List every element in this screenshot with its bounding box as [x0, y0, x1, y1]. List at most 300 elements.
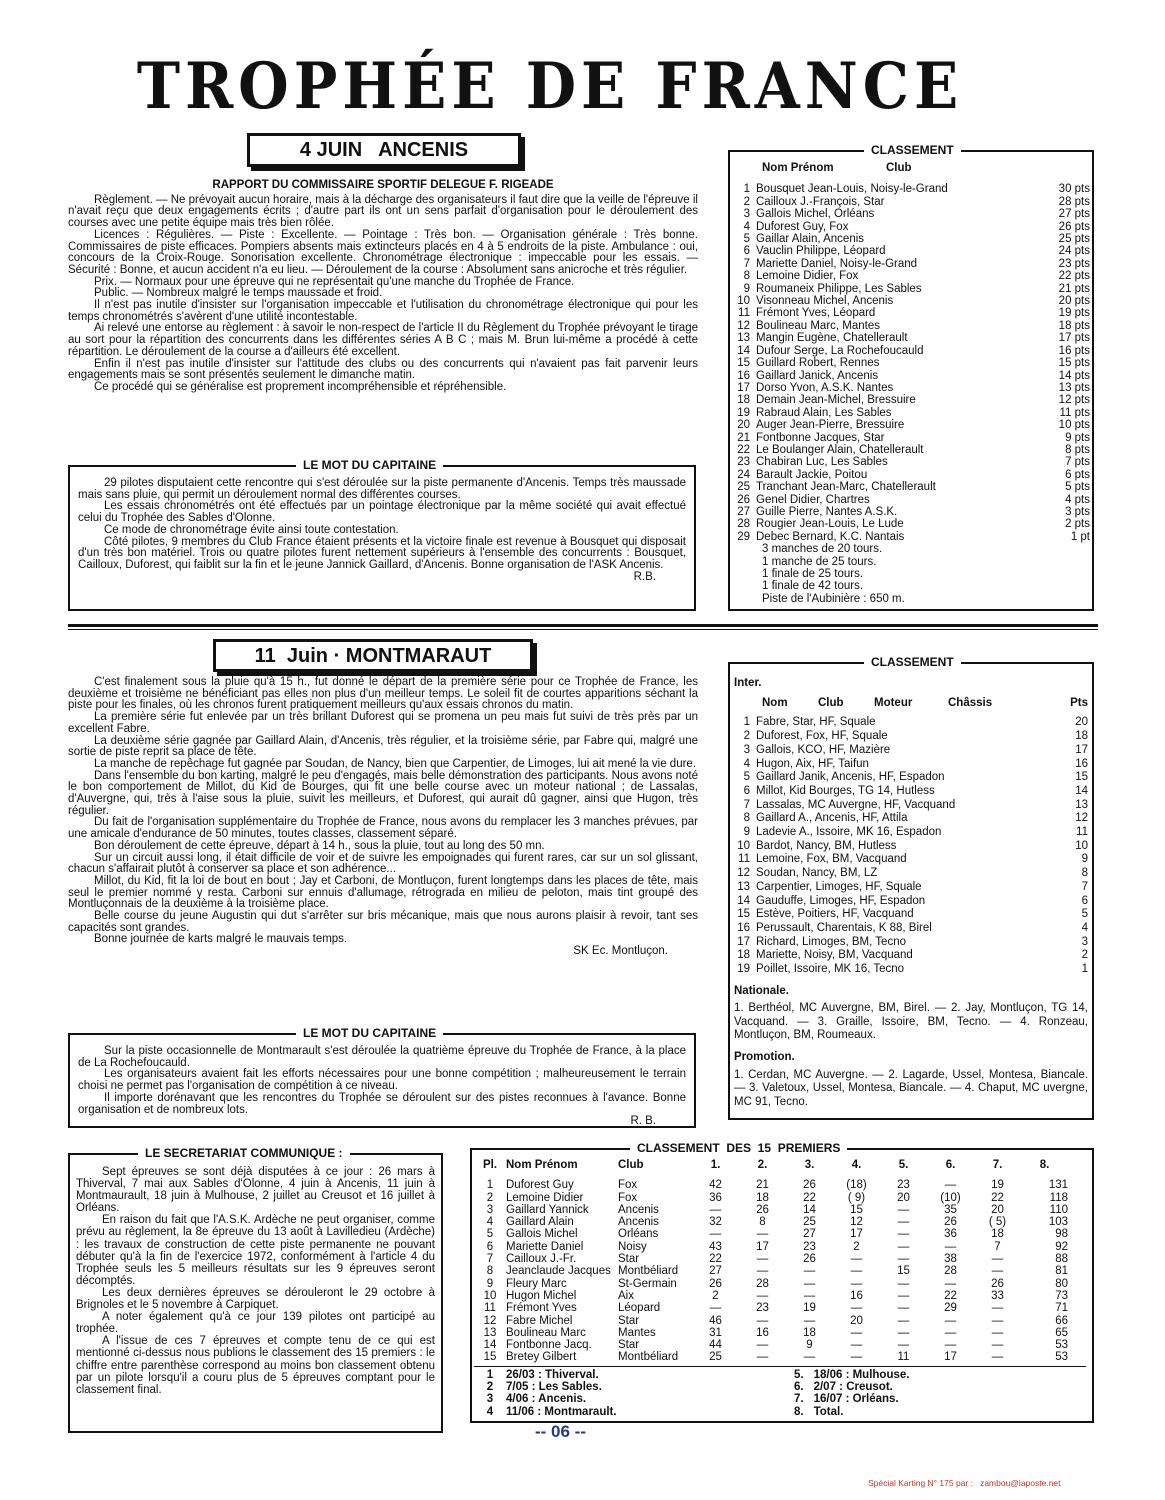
report-para: Public. — Nombreux malgré le temps maussade et froid. [94, 287, 383, 300]
points: 18 [1075, 730, 1088, 743]
inter-row [734, 853, 1088, 867]
premiers-cell: 20 [991, 1203, 1004, 1216]
premiers-rows [474, 1179, 1090, 1363]
legend-text: 11/06 : Montmarault. [506, 1405, 617, 1418]
classement-note: 1 manche de 25 tours. [762, 555, 877, 568]
legend-num: 6. [794, 1381, 804, 1394]
premiers-col: 2. [757, 1159, 768, 1171]
premiers-cell: 19 [991, 1179, 1004, 1192]
premiers-cell: — [803, 1265, 816, 1278]
premiers-cell: Aix [618, 1289, 634, 1302]
report-para: Prix. — Normaux pour une épreuve qui ne représentait qu'une manche du Trophée de France. [94, 275, 575, 288]
classement-notes [734, 543, 1090, 605]
points: 27 pts [1058, 208, 1090, 221]
classement-row [734, 196, 1090, 208]
premiers-cell: — [897, 1253, 910, 1266]
premiers-cell: 110 [1049, 1203, 1068, 1216]
rank: 9 [743, 826, 750, 839]
capitaine-para: Les essais chronométrés ont été effectués par un pointage électronique par la même société qui avait effectué celui du Trophée des Sables d'Olonne. [78, 500, 686, 525]
legend-num: 4 [486, 1405, 494, 1418]
pilot-entry: Lemoine, Fox, BM, Vacquand [756, 853, 907, 866]
points: 8 pts [1065, 443, 1090, 456]
pilot-entry: Richard, Limoges, BM, Tecno [756, 935, 906, 948]
ancenis-capitaine-text [78, 478, 686, 583]
premiers-cell: Star [618, 1253, 640, 1266]
legend-item [794, 1381, 1090, 1393]
rank: 13 [737, 880, 750, 893]
premiers-cell: 8 [486, 1265, 494, 1278]
premiers-cell: 18 [756, 1191, 769, 1204]
premiers-cell: — [850, 1265, 863, 1278]
report-para: Bon déroulement de cette épreuve, départ à 14 h., sous la pluie, tout au long des 50 mn. [94, 839, 545, 852]
premiers-row [474, 1351, 1090, 1363]
premiers-cell: 26 [944, 1216, 957, 1229]
premiers-cell: Star [618, 1339, 640, 1352]
premiers-cell: Gaillard Alain [506, 1216, 574, 1229]
montmaraut-report [68, 677, 698, 958]
report-para: Belle course du jeune Augustin qui dut s'arrêter sur bris mécanique, mais que nous aurons plaisir à revoir, tant ses capacités sont grandes. [68, 910, 698, 934]
premiers-cell: 28 [756, 1277, 769, 1290]
inter-row [734, 826, 1088, 840]
points: 3 [1081, 935, 1088, 948]
inter-row [734, 949, 1088, 963]
premiers-cell: 73 [1055, 1289, 1068, 1302]
premiers-cell: 131 [1048, 1179, 1068, 1192]
premiers-col: 4. [851, 1159, 862, 1171]
rank: 12 [737, 319, 750, 332]
points: 9 pts [1065, 431, 1090, 444]
classement-row [734, 531, 1090, 543]
inter-row [734, 840, 1088, 854]
premiers-cell: 27 [803, 1228, 816, 1241]
classement-row [734, 494, 1090, 506]
pilot-name: Roumaneix Philippe, Les Sables [756, 282, 922, 295]
col-nom: Nom [762, 696, 788, 709]
premiers-cell: 15 [897, 1265, 910, 1278]
premiers-cell: 43 [709, 1240, 722, 1253]
classement-row [734, 283, 1090, 295]
secretariat-text [76, 1166, 435, 1396]
points: 14 [1075, 784, 1088, 797]
inter-row [734, 744, 1088, 758]
premiers-cell: 11 [484, 1302, 496, 1315]
premiers-cell: — [756, 1228, 769, 1241]
premiers-cell: 92 [1055, 1240, 1068, 1253]
points: 7 pts [1065, 456, 1090, 469]
premiers-cell: 36 [944, 1228, 957, 1241]
premiers-cell: 26 [991, 1277, 1004, 1290]
premiers-cell: 7 [994, 1240, 1001, 1253]
points: 30 pts [1058, 183, 1090, 196]
rank: 14 [737, 344, 750, 357]
rank: 19 [737, 963, 750, 976]
premiers-cell: — [944, 1179, 957, 1192]
capitaine-para: Les organisateurs avaient fait les efforts nécessaires pour une bonne compétition ; malheureusement le terrain choisi ne permet pas l'organisation de compétition à ce niveau. [78, 1068, 686, 1093]
pilot-entry: Gaillard A., Ancenis, HF, Attila [756, 812, 908, 825]
points: 17 [1075, 743, 1088, 756]
premiers-cell: 12 [483, 1314, 497, 1327]
premiers-cell: 2 [486, 1191, 494, 1204]
premiers-cell: 17 [944, 1351, 957, 1364]
inter-rows [734, 716, 1088, 976]
inter-row [734, 799, 1088, 813]
premiers-cell: 36 [709, 1191, 722, 1204]
report-para: La manche de repêchage fut gagnée par Soudan, de Nancy, bien que Carpentier, de Limoges, lui ait mené la vie dure. [94, 757, 697, 770]
inter-row [734, 922, 1088, 936]
premiers-cell: — [709, 1228, 722, 1241]
premiers-cell: Fox [618, 1179, 638, 1192]
pilot-entry: Hugon, Aix, HF, Taifun [756, 757, 869, 770]
premiers-cell: 4 [486, 1216, 494, 1229]
legend-item [474, 1369, 794, 1381]
pilot-entry: Gallois, KCO, HF, Mazière [756, 743, 891, 756]
classement-row [734, 382, 1090, 394]
report-para: Ce procédé qui se généralise est proprement incompréhensible et répréhensible. [94, 380, 507, 393]
capitaine-para: Sur la piste occasionnelle de Montmarault s'est déroulée la quatrième épreuve du Trophée de France, à la place de La Rochefoucauld. [78, 1045, 686, 1069]
classement-row [734, 407, 1090, 419]
premiers-cell: — [756, 1265, 769, 1278]
premiers-cell: — [897, 1339, 910, 1352]
rank: 15 [737, 908, 750, 921]
report-heading: RAPPORT DU COMMISSAIRE SPORTIF DELEGUE F. RIGEADE [212, 179, 554, 191]
inter-row [734, 716, 1088, 730]
rank: 18 [737, 394, 750, 407]
rank: 1 [743, 183, 750, 196]
premiers-cell: — [991, 1351, 1004, 1364]
report-para: Enfin il n'est pas inutile d'insister sur l'attitude des clubs ou des concurrents qui n'avaient pas fait parvenir leurs engagements mais se sont présentés seulement le dimanche matin. [68, 357, 698, 382]
premiers-cell: 38 [944, 1253, 957, 1266]
rank: 29 [737, 530, 750, 543]
pilot-entry: Estève, Poitiers, HF, Vacquand [756, 908, 914, 921]
premiers-cell: 14 [483, 1339, 497, 1352]
premiers-cell: Hugon Michel [506, 1289, 577, 1302]
nationale-label: Nationale. [734, 984, 789, 997]
premiers-cell: — [897, 1216, 910, 1229]
points: 23 pts [1058, 257, 1090, 270]
classement-row [734, 419, 1090, 431]
inter-row [734, 758, 1088, 772]
premiers-cell: 20 [897, 1191, 910, 1204]
page-title: TROPHÉE DE FRANCE [136, 48, 964, 124]
rank: 13 [737, 332, 750, 345]
points: 1 pt [1070, 530, 1090, 543]
inter-row [734, 963, 1088, 977]
premiers-cell: Frémont Yves [506, 1302, 577, 1315]
rank: 27 [737, 505, 750, 518]
report-para: Bonne journée de karts malgré le mauvais temps. [94, 933, 348, 946]
pilot-entry: Duforest, Fox, HF, Squale [756, 730, 888, 743]
premiers-cell: 103 [1048, 1216, 1068, 1229]
classement-row [734, 370, 1090, 382]
pilot-entry: Fabre, Star, HF, Squale [756, 716, 876, 729]
points: 5 pts [1065, 481, 1090, 494]
legend-text: 18/06 : Mulhouse. [813, 1368, 910, 1381]
premiers-row [474, 1315, 1090, 1327]
premiers-cell: 53 [1055, 1351, 1068, 1364]
premiers-cell: — [803, 1351, 816, 1364]
premiers-cell: Boulineau Marc [506, 1326, 586, 1339]
premiers-cell: Fox [618, 1191, 638, 1204]
pilot-name: Bousquet Jean-Louis, Noisy-le-Grand [756, 183, 948, 196]
premiers-row [474, 1278, 1090, 1290]
rank: 8 [743, 812, 750, 825]
points: 2 pts [1065, 518, 1090, 531]
classement-row [734, 295, 1090, 307]
premiers-cell: 88 [1055, 1253, 1068, 1266]
premiers-cell: 13 [483, 1326, 497, 1339]
rank: 22 [737, 443, 750, 456]
rank: 16 [737, 921, 750, 934]
premiers-cell: Noisy [618, 1240, 647, 1253]
points: 10 [1075, 839, 1088, 852]
premiers-cell: 11 [897, 1351, 910, 1364]
nationale-text: 1. Berthéol, MC Auvergne, BM, Birel. — 2. Jay, Montluçon, TG 14, Vacquand. — 3. Graille, Issoire, BM, Tecno. — 4. Ronzeau, Montluçon, BM, Roumeaux. [734, 1002, 1088, 1042]
premiers-divider [474, 1366, 1086, 1367]
pilot-entry: Millot, Kid Bourges, TG 14, Hutless [756, 784, 935, 797]
premiers-cell: Orléans [618, 1228, 659, 1241]
legend-item [794, 1393, 1090, 1405]
premiers-cell: 42 [709, 1179, 722, 1192]
rank: 5 [743, 233, 750, 246]
classement-row [734, 518, 1090, 530]
points: 12 pts [1058, 394, 1090, 407]
section-divider [68, 624, 1098, 627]
premiers-cell: 26 [803, 1253, 816, 1266]
rank: 4 [743, 757, 750, 770]
inter-row [734, 895, 1088, 909]
rank: 26 [737, 493, 750, 506]
legend-num: 2 [486, 1381, 494, 1394]
report-signature: SK Ec. Montluçon. [573, 945, 668, 958]
points: 6 pts [1065, 468, 1090, 481]
inter-row [734, 881, 1088, 895]
legend-text: Total. [813, 1405, 844, 1418]
capitaine-para: Ce mode de chronométrage évite ainsi toute contestation. [104, 523, 399, 536]
rank: 5 [743, 771, 750, 784]
classement-row [734, 320, 1090, 332]
pilot-entry: Poillet, Issoire, MK 16, Tecno [756, 963, 905, 976]
premiers-row [474, 1241, 1090, 1253]
pilot-entry: Carpentier, Limoges, HF, Squale [756, 880, 922, 893]
inter-row [734, 936, 1088, 950]
montmaraut-capitaine-text [78, 1046, 686, 1128]
premiers-cell: 26 [803, 1179, 816, 1192]
points: 5 [1081, 908, 1088, 921]
pilot-entry: Gauduffe, Limoges, HF, Espadon [756, 894, 926, 907]
rank: 8 [743, 270, 750, 283]
premiers-cell: — [850, 1277, 863, 1290]
premiers-cell: 44 [709, 1339, 722, 1352]
classement-note: 3 manches de 20 tours. [762, 543, 883, 556]
premiers-cell: ( 9) [847, 1191, 866, 1204]
inter-row [734, 867, 1088, 881]
premiers-cell: Ancenis [618, 1203, 659, 1216]
section-divider-thin [68, 629, 1098, 630]
premiers-cell: — [991, 1339, 1004, 1352]
points: 12 [1075, 812, 1088, 825]
classement-note: 1 finale de 25 tours. [762, 568, 864, 580]
points: 11 [1076, 826, 1088, 839]
premiers-cell: 22 [944, 1289, 957, 1302]
points: 4 [1081, 921, 1088, 934]
premiers-cell: Star [618, 1314, 640, 1327]
premiers-cell: — [991, 1265, 1004, 1278]
premiers-cell: — [944, 1339, 957, 1352]
rank: 4 [743, 220, 750, 233]
premiers-heading: CLASSEMENT DES 15 PREMIERS [630, 1141, 847, 1155]
points: 13 [1075, 798, 1088, 811]
secretariat-para: Sept épreuves se sont déjà disputées à ce jour : 26 mars à Thiverval, 7 mai aux Sables d'Olonne, 4 juin à Ancenis, 11 juin à Montmaurault, 18 juin à Mulhouse, 2 juillet au Creusot et 16 juillet à Orléans. [76, 1166, 435, 1215]
col-club: Club [818, 696, 844, 709]
premiers-cell: — [944, 1240, 957, 1253]
legend-num: 8. [794, 1405, 804, 1418]
premiers-cell: 81 [1055, 1265, 1068, 1278]
report-para: La première série fut enlevée par un très brillant Duforest qui se promena un peu mais fut suivi de très près par un excellent Fabre. [68, 711, 698, 735]
inter-row [734, 771, 1088, 785]
premiers-row [474, 1339, 1090, 1351]
points: 7 [1081, 880, 1088, 893]
premiers-cell: (10) [940, 1191, 961, 1204]
premiers-row [474, 1216, 1090, 1228]
rank: 17 [737, 381, 750, 394]
premiers-cell: 46 [709, 1314, 722, 1327]
premiers-cell: — [709, 1302, 722, 1315]
classement-row [734, 245, 1090, 257]
premiers-row [474, 1327, 1090, 1339]
premiers-row [474, 1228, 1090, 1240]
premiers-cell: 66 [1055, 1314, 1068, 1327]
report-para: La deuxième série gagnée par Gaillard Alain, d'Ancenis, très régulier, et la troisième série, par Fabre qui, malgré une sortie de piste reprit sa place de tête. [68, 734, 698, 759]
premiers-cell: 25 [709, 1351, 722, 1364]
pilot-name: Guillard Robert, Rennes [756, 357, 880, 370]
points: 10 pts [1058, 419, 1090, 432]
rank: 28 [737, 518, 750, 531]
points: 24 pts [1058, 245, 1090, 258]
rank: 6 [743, 245, 750, 258]
ancenis-report [68, 180, 698, 394]
premiers-cell: — [803, 1314, 816, 1327]
classement-row [734, 469, 1090, 481]
ancenis-classement-heading: CLASSEMENT [864, 143, 961, 157]
pilot-name: Boulineau Marc, Mantes [756, 319, 881, 332]
promotion-text: 1. Cerdan, MC Auvergne. — 2. Lagarde, Ussel, Montesa, Biancale. — 3. Valetoux, Ussel, Montesa, Biancale. — 4. Chaput, MC uvergne, MC 91, Tecno. [734, 1068, 1088, 1108]
legend-num: 1 [486, 1368, 494, 1381]
premiers-cell: — [991, 1326, 1004, 1339]
premiers-cell: 26 [756, 1203, 769, 1216]
points: 20 pts [1058, 295, 1090, 308]
premiers-cell: — [850, 1326, 863, 1339]
rank: 7 [743, 798, 750, 811]
premiers-cell: 23 [803, 1240, 816, 1253]
premiers-cell: 71 [1055, 1302, 1068, 1315]
pilot-name: Demain Jean-Michel, Bressuire [756, 394, 916, 407]
report-para: Dans l'ensemble du bon karting, malgré le peu d'engagés, mais belle démonstration des participants. Nous avons noté le bon comportement de Millot, du Kid de Bourges, qui fit une belle course avec un moteur national ; de Lassalas, d'Auvergne, qui, très à l'aise sous la pluie, suivit les meilleurs, et Duforest, qui aurait dû gagner, ainsi que Hugon, très régulier. [68, 769, 698, 817]
report-para: Il n'est pas inutile d'insister sur l'organisation impeccable et l'utilisation du chronométrage électronique qui pour les temps chronométrés s'avèrent d'une utilité incontestable. [68, 299, 698, 323]
legend-num: 7. [794, 1393, 804, 1406]
rank: 3 [743, 208, 750, 221]
classement-row [734, 432, 1090, 444]
pilot-name: Dufour Serge, La Rochefoucauld [756, 344, 924, 357]
premiers-cell: Ancenis [618, 1216, 659, 1229]
classement-row [734, 270, 1090, 282]
rank: 6 [743, 784, 750, 797]
secretariat-para: En raison du fait que l'A.S.K. Ardèche ne peut organiser, comme prévu au règlement, la 8e épreuve du 13 août à Lavilledieu (Ardèche) : les travaux de construction de cette piste permanente ne pouvant débuter qu'à la fin de l'exercice 1972, conformément à l'article 4 du Trophée seuls les 5 meilleurs résultats sur les 9 épreuves seront décomptés. [76, 1214, 435, 1287]
report-para: Règlement. — Ne prévoyait aucun horaire, mais à la décharge des organisateurs il faut dire que la veille de l'épreuve il n'avait reçu que deux engagements écrits ; d'autre part ils ont un sens parfait d'organisation pour le déroulement des courses avec une petite équipe mais très bien rôlée. [68, 193, 698, 230]
rank: 11 [738, 853, 750, 866]
premiers-cell: 80 [1055, 1277, 1068, 1290]
points: 2 [1081, 949, 1088, 962]
premiers-cell: 53 [1055, 1339, 1068, 1352]
pilot-name: Genel Didier, Chartres [756, 493, 870, 506]
report-para: Licences : Régulières. — Piste : Excellente. — Pointage : Très bon. — Organisation générale : Très bonne. Commissaires de piste efficaces. Pompiers absents mais extincteurs placés en 4 à 5 endroits de la piste. Ambulance : oui, concours de la Croix-Rouge. Sonorisation excellente. Chronométrage électronique : impeccable pour les essais. — Sécurité : Bonne, et aucun accident n'a eu lieu. — Déroulement de la course : Absolument sans anicroche et très régulier. [68, 228, 698, 276]
premiers-cell: — [944, 1314, 957, 1327]
rank: 12 [737, 867, 750, 880]
rank: 10 [737, 839, 750, 852]
pilot-name: Duforest Guy, Fox [756, 220, 849, 233]
col-pts: Pts [1070, 696, 1088, 709]
premiers-cell: 16 [850, 1289, 863, 1302]
pilot-entry: Perussault, Charentais, K 88, Birel [756, 921, 932, 934]
points: 6 [1081, 894, 1088, 907]
pilot-name: Cailloux J.-François, Star [756, 195, 885, 208]
rank: 21 [737, 431, 750, 444]
montmaraut-title: 11 Juin · MONTMARAUT [213, 639, 533, 672]
premiers-cell: Bretey Gilbert [506, 1351, 577, 1364]
points: 16 [1075, 757, 1088, 770]
points: 9 [1081, 853, 1088, 866]
rank: 24 [737, 468, 750, 481]
premiers-cell: 19 [803, 1302, 816, 1315]
premiers-cell: — [897, 1326, 910, 1339]
capitaine-signature: R.B. [633, 570, 656, 583]
premiers-cell: 32 [709, 1216, 722, 1229]
premiers-row [474, 1290, 1090, 1302]
premiers-col: Nom Prénom [506, 1159, 578, 1171]
premiers-cell: 1 [486, 1179, 494, 1192]
classement-row [734, 233, 1090, 245]
pilot-name: Dorso Yvon, A.S.K. Nantes [756, 381, 894, 394]
premiers-cell: — [756, 1351, 769, 1364]
inter-row [734, 730, 1088, 744]
capitaine-para: Côté pilotes, 9 membres du Club France étaient présents et la victoire finale est revenue à Bousquet qui disposait d'un très bon matériel. Trois ou quatre pilotes furent nettement supérieurs à l'ensemble des concurrents : Bousquet, Cailloux, Duforest, qui faiblit sur la fin et le jeune Jannick Gaillard, d'Ancenis. Bonne organisation de l'ASK Ancenis. [78, 535, 686, 571]
legend-text: 26/03 : Thiverval. [506, 1368, 599, 1381]
premiers-cell: 7 [486, 1253, 494, 1266]
classement-row [734, 332, 1090, 344]
premiers-cell: 18 [991, 1228, 1004, 1241]
premiers-cell: 15 [850, 1203, 863, 1216]
rank: 11 [738, 307, 750, 320]
premiers-cell: 33 [991, 1289, 1004, 1302]
classement-row [734, 506, 1090, 518]
rank: 17 [737, 935, 750, 948]
pilot-name: Gaillar Alain, Ancenis [756, 233, 865, 246]
rank: 2 [743, 730, 750, 743]
premiers-cell: — [897, 1314, 910, 1327]
classement-row [734, 357, 1090, 369]
legend-text: 2/07 : Creusot. [813, 1381, 893, 1394]
premiers-cell: — [991, 1253, 1004, 1266]
legend-num: 5. [794, 1368, 804, 1381]
secretariat-para: A l'issue de ces 7 épreuves et compte tenu de ce qui est mentionné ci-dessus nous publions le classement des 15 premiers : le chiffre entre parenthèse correspond au moins bon classement obtenu par un pilote lorsqu'il a couru plus de 5 épreuves comptant pour le classement final. [76, 1335, 435, 1396]
premiers-cell: — [803, 1289, 816, 1302]
pilot-name: Le Boulanger Alain, Chatellerault [756, 443, 924, 456]
premiers-col: 7. [992, 1159, 1003, 1171]
premiers-cell: — [803, 1277, 816, 1290]
report-para: Du fait de l'organisation supplémentaire du Trophée de France, nous avons du remplacer les 3 manches prévues, par une amicale d'endurance de 50 minutes, toutes classes, classement séparé. [68, 816, 698, 841]
inter-label: Inter. [734, 677, 762, 689]
premiers-cell: — [897, 1302, 910, 1315]
premiers-cell: 28 [944, 1265, 957, 1278]
